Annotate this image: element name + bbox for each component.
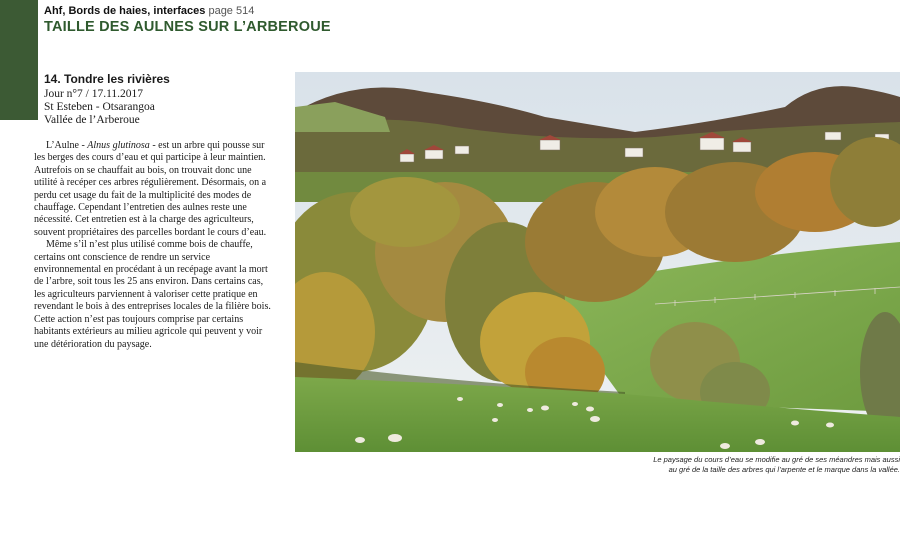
p1-start: L’Aulne - [46, 140, 88, 151]
header-series: Ahf, Bords de haies, interfaces [44, 5, 206, 17]
entry-valley: Vallée de l’Arberoue [44, 114, 140, 126]
caption-line-1: Le paysage du cours d’eau se modifie au gré de ses méandres mais aussi [653, 455, 900, 464]
entry-meta [44, 72, 274, 127]
header-series-line [44, 5, 331, 17]
paragraph-2: Même s’il n’est plus utilisé comme bois de chauffe, certains ont conscience de rendre un service environnemental en procédant à un recépage avant la mort de l’arbre, soit tous les 25 ans environ. Dans certains cas, les agriculteurs parviennent à valoriser cette pratique en revendant le bois à des entreprises locales de la filière bois. Cette action n’est pas toujours comprise par certains habitants extérieurs au milieu agricole qui peuvent y voir une détérioration du paysage. [34, 239, 271, 350]
header-page-number: page 514 [208, 5, 255, 17]
page-title: TAILLE DES AULNES SUR L’ARBEROUE [44, 19, 331, 35]
page-header [44, 5, 331, 35]
photo-caption [600, 455, 900, 475]
body-text [34, 140, 274, 351]
entry-journal: Jour n°7 / 17.11.2017 [44, 88, 144, 100]
entry-title: 14. Tondre les rivières [44, 72, 170, 86]
landscape-photo [295, 72, 900, 452]
p1-rest: - est un arbre qui pousse sur les berges des cours d’eau et qui participe à leur maintien. Autrefois on se chauffait au bois, on trouvait donc une utilité à recéper ces arbres régulièrement. Désormais, on a perdu cet usage du fait de la multiplicité des modes de chauffage. Cependant l’entretien des aulnes reste une nécessité. Cet entretien est à la charge des agriculteurs, souvent propriétaires des parcelles bordant le cours d’eau. [34, 140, 267, 238]
green-side-bar [0, 0, 38, 120]
entry-place: St Esteben - Otsarangoa [44, 101, 155, 113]
caption-line-2: au gré de la taille des arbres qui l’arpente et le marque dans la vallée. [668, 465, 900, 474]
paragraph-1 [34, 140, 274, 239]
latin-name: Alnus glutinosa [87, 140, 150, 151]
